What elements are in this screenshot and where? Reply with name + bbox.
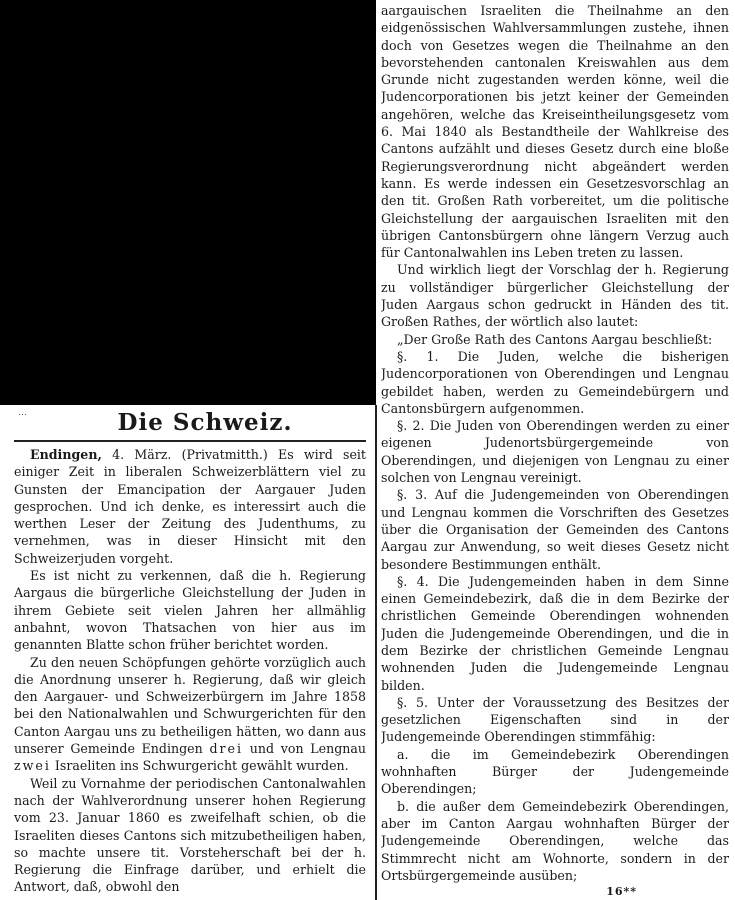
heading-rule <box>14 440 366 442</box>
section-5-a: a. die im Gemeindebezirk Oberendingen wohnhaften Bürger der Judengemeinde Oberendingen; <box>381 746 729 797</box>
right-paragraph-1: aargauischen Israeliten die Theilnahme an den eidgenössischen Wahlversammlungen zustehe, ihnen doch von Gesetzes wegen die Theilnahme an den bevorstehenden cantonalen Kreiswahlen aus dem Grunde nicht zugestanden werden könne, weil die Judencorporationen bis jetzt keiner der Gemeinden angehören, welche das Kreiseintheilungsgesetz vom 6. Mai 1840 als Bestandtheile der Wahlkreise des Cantons aufzählt und dieses Gesetz durch eine bloße Regierungsverordnung nicht abgeändert werden kann. Es werde indessen ein Gesetzesvorschlag an den tit. Großen Rath vorbereitet, um die politische Gleichstellung der aargauischen Israeliten mit den übrigen Cantonsbürgern ohne längern Verzug auch für Cantonalwahlen ins Leben treten zu lassen. <box>381 3 729 261</box>
paragraph-4: Weil zu Vornahme der periodischen Cantonalwahlen nach der Wahlverordnung unserer hohen Regierung vom 23. Januar 1860 es zweifelhaft schien, ob die Israeliten dieses Cantons sich mitzubetheiligen haben, so machte unsere tit. Vorsteherschaft bei der h. Regierung die Einfrage darüber, und erhielt die Antwort, daß, obwohl den <box>14 775 366 894</box>
column-divider <box>375 405 377 900</box>
paragraph-3 <box>14 654 366 775</box>
corner-mark: … <box>18 408 28 418</box>
section-1: §. 1. Die Juden, welche die bisherigen Judencorporationen von Oberendingen und Lengnau gebildet haben, werden zu Gemeindebürgern und Cantonsbürgern aufgenommen. <box>381 348 729 416</box>
para3-part-b: und von Lengnau <box>249 741 366 757</box>
right-column <box>381 2 729 896</box>
paragraph-2: Es ist nicht zu verkennen, daß die h. Regierung Aargaus die bürgerliche Gleichstellung der Juden in ihrem Gebiete seit vielen Jahren her allmählig anbahnt, wovon Thatsachen von hier aus im genannten Blatte schon früher berichtet worden. <box>14 568 366 653</box>
para3-part-c: Israeliten ins Schwurgericht gewählt wurden. <box>54 758 349 774</box>
section-5-b: b. die außer dem Gemeindebezirk Oberendingen, aber im Canton Aargau wohnhaften Bürger der Judengemeinde Oberendingen, welche das Stimmrecht nicht am Wohnorte, sondern in der Ortsbürgergemeinde ausüben; <box>381 798 729 883</box>
dateline-place: Endingen, <box>30 447 102 462</box>
black-redaction-block <box>0 0 376 405</box>
section-5: §. 5. Unter der Voraussetzung des Besitzes der gesetzlichen Eigenschaften sind in der Judengemeinde Oberendingen stimmfähig: <box>381 694 729 745</box>
para3-part-a: Zu den neuen Schöpfungen gehörte vorzüglich auch die Anordnung unserer h. Regierung, daß wir gleich den Aargauer- und Schweizerbürgern im Jahre 1858 bei den Nationalwahlen und Schwurgerichten für den Canton Aargau uns zu betheiligen hätten, wo dann aus unserer Gemeinde Endingen <box>14 654 366 757</box>
section-2: §. 2. Die Juden von Oberendingen werden zu einer eigenen Judenortsbürgergemeinde von Oberendingen, und diejenigen von Lengnau zu einer solchen von Lengnau vereinigt. <box>381 418 729 486</box>
paragraph-dateline <box>14 446 366 567</box>
page-signature: 16** <box>606 885 637 896</box>
para3-spaced-1: drei <box>209 741 244 757</box>
right-paragraph-2: Und wirklich liegt der Vorschlag der h. Regierung zu vollständiger bürgerlicher Gleichstellung der Juden Aargaus schon gedruckt in Händen des tit. Großen Rathes, der wörtlich also lautet: <box>381 262 729 330</box>
section-3: §. 3. Auf die Judengemeinden von Oberendingen und Lengnau kommen die Vorschriften des Gesetzes über die Organisation der Gemeinden des Cantons Aargau zur Anwendung, so weit dieses Gesetz nicht besondere Bestimmungen enthält. <box>381 487 729 572</box>
section-heading: Die Schweiz. <box>117 409 293 436</box>
section-4: §. 4. Die Judengemeinden haben in dem Sinne einen Gemeindebezirk, daß die in dem Bezirke der christlichen Gemeinde Oberendingen wohnenden Juden die Judengemeinde Oberendingen, und die in dem Bezirke der christlichen Gemeinde Lengnau wohnenden Juden die Judengemeinde Lengnau bilden. <box>381 573 729 693</box>
dateline-text: 4. März. (Privatmitth.) Es wird seit einiger Zeit in liberalen Schweizerblättern viel zu Gunsten der Emancipation der Aargauer Juden gesprochen. Und ich denke, es interessirt auch die werthen Leser der Zeitung des Judenthums, zu vernehmen, was in dieser Hinsicht mit den Schweizerjuden vorgeht. <box>14 447 366 566</box>
right-paragraph-3: „Der Große Rath des Cantons Aargau beschließt: <box>397 331 713 347</box>
para3-spaced-2: zwei <box>14 758 51 774</box>
left-column <box>14 408 366 894</box>
